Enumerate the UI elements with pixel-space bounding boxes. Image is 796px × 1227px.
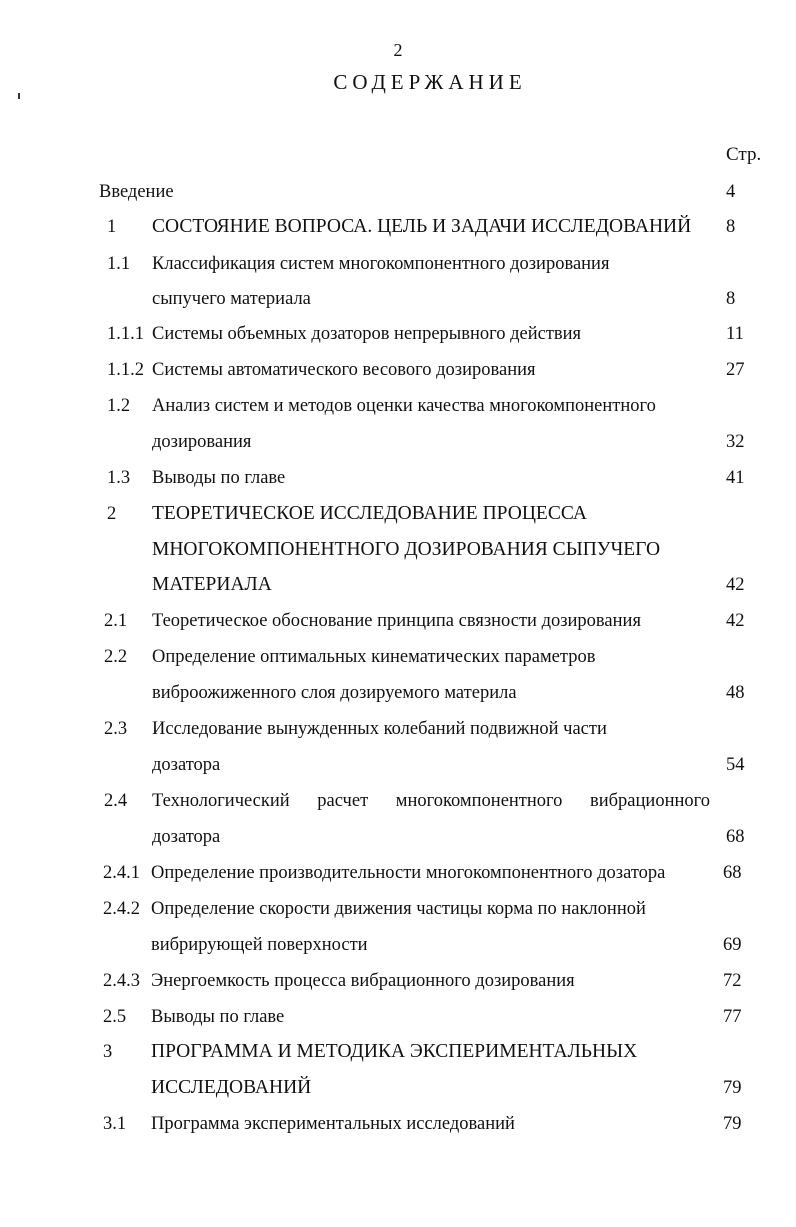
toc-entry-number: 2.4.2 <box>103 899 140 919</box>
toc-entry-page: 32 <box>726 432 745 452</box>
toc-entry-number: 2 <box>107 504 117 524</box>
toc-entry-page: 27 <box>726 360 745 380</box>
toc-entry-page: 79 <box>723 1078 742 1098</box>
toc-entry-text-continued: МНОГОКОМПОНЕНТНОГО ДОЗИРОВАНИЯ СЫПУЧЕГО <box>152 539 661 560</box>
toc-entry-text: Определение производительности многокомпонентного дозатора <box>151 863 666 883</box>
toc-entry-number: 2.4.1 <box>103 863 140 883</box>
toc-entry-text: Исследование вынужденных колебаний подвижной части <box>152 719 607 739</box>
toc-entry-text-continued: сыпучего материала <box>152 289 311 309</box>
toc-entry-text: Классификация систем многокомпонентного дозирования <box>152 254 610 274</box>
toc-entry-number: 3 <box>103 1042 113 1062</box>
toc-entry-text: Программа экспериментальных исследований <box>151 1114 515 1134</box>
toc-entry-text: СОСТОЯНИЕ ВОПРОСА. ЦЕЛЬ И ЗАДАЧИ ИССЛЕДОВАНИЙ <box>152 216 692 237</box>
toc-entry-text: Технологический расчет многокомпонентного вибрационного <box>152 791 710 811</box>
toc-entry-text: Системы объемных дозаторов непрерывного действия <box>152 324 582 344</box>
toc-entry-text: Выводы по главе <box>151 1007 285 1027</box>
toc-entry-text: Теоретическое обоснование принципа связности дозирования <box>152 611 641 631</box>
toc-entry-text: Анализ систем и методов оценки качества многокомпонентного <box>152 396 656 416</box>
toc-entry-text: Выводы по главе <box>152 468 286 488</box>
toc-entry-page: 72 <box>723 971 742 991</box>
toc-entry-page: 4 <box>726 182 736 202</box>
toc-entry-text-continued: дозирования <box>152 432 252 452</box>
toc-entry-number: 2.4.3 <box>103 971 140 991</box>
toc-entry-page: 79 <box>723 1114 742 1134</box>
page-number: 2 <box>393 40 403 60</box>
toc-entry-text-continued: дозатора <box>152 755 221 775</box>
toc-entry-number: 1.3 <box>107 468 131 488</box>
toc-entry-page: 41 <box>726 468 745 488</box>
scan-mark <box>18 93 20 99</box>
toc-entry-text-continued: ИССЛЕДОВАНИЙ <box>151 1077 312 1098</box>
toc-entry-number: 1.2 <box>107 396 131 416</box>
toc-entry-text: Определение скорости движения частицы корма по наклонной <box>151 899 646 919</box>
toc-entry-number: 1.1.1 <box>107 324 144 344</box>
toc-entry-page: 77 <box>723 1007 742 1027</box>
toc-entry-text-continued: виброожиженного слоя дозируемого материла <box>152 683 517 703</box>
toc-entry-page: 42 <box>726 575 745 595</box>
toc-entry-page: 8 <box>726 289 736 309</box>
toc-entry-text: ПРОГРАММА И МЕТОДИКА ЭКСПЕРИМЕНТАЛЬНЫХ <box>151 1041 638 1062</box>
toc-entry-number: 2.4 <box>104 791 128 811</box>
toc-entry-text-continued: вибрирующей поверхности <box>151 935 368 955</box>
toc-entry-page: 48 <box>726 683 745 703</box>
page-column-header: Стр. <box>726 144 762 165</box>
toc-entry-number: 1.1 <box>107 254 131 274</box>
toc-entry-page: 68 <box>723 863 742 883</box>
toc-entry-number: 2.2 <box>104 647 128 667</box>
toc-entry-page: 11 <box>726 324 744 344</box>
toc-entry-number: 2.1 <box>104 611 128 631</box>
toc-entry-page: 69 <box>723 935 742 955</box>
toc-entry-text: ТЕОРЕТИЧЕСКОЕ ИССЛЕДОВАНИЕ ПРОЦЕССА <box>152 503 587 524</box>
toc-entry-text-continued: МАТЕРИАЛА <box>152 574 272 595</box>
toc-entry-number: 3.1 <box>103 1114 127 1134</box>
toc-entry-number: 1 <box>107 217 117 237</box>
toc-entry-page: 8 <box>726 217 736 237</box>
toc-entry-text: Введение <box>99 182 174 202</box>
page-title: СОДЕРЖАНИЕ <box>333 70 527 94</box>
toc-entry-text: Системы автоматического весового дозирования <box>152 360 536 380</box>
toc-entry-number: 2.5 <box>103 1007 127 1027</box>
toc-entry-text: Энергоемкость процесса вибрационного дозирования <box>151 971 575 991</box>
toc-entry-text: Определение оптимальных кинематических параметров <box>152 647 596 667</box>
toc-entry-page: 54 <box>726 755 745 775</box>
toc-entry-number: 1.1.2 <box>107 360 144 380</box>
toc-entry-page: 68 <box>726 827 745 847</box>
toc-entry-page: 42 <box>726 611 745 631</box>
toc-entry-number: 2.3 <box>104 719 128 739</box>
toc-entry-text-continued: дозатора <box>152 827 221 847</box>
